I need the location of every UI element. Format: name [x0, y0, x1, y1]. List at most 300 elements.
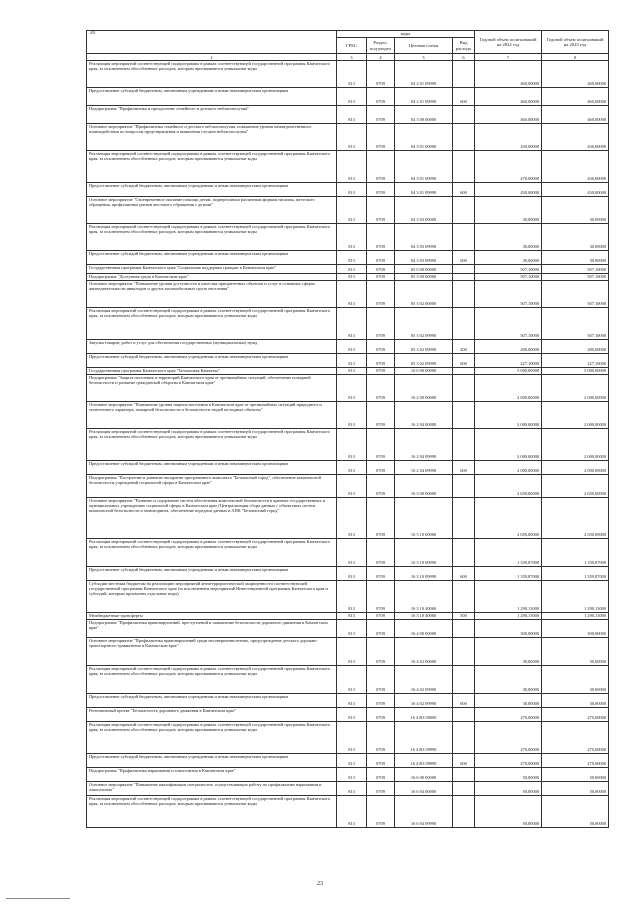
row-amount-2023-cell: 2 000,00000 [542, 375, 609, 402]
row-target-article-cell: 05 3 00 00000 [395, 274, 453, 281]
footer-rule [6, 898, 70, 899]
row-expense-type-cell [453, 106, 475, 124]
row-grbs-cell: 813 [337, 782, 367, 796]
row-expense-type-cell [453, 666, 475, 694]
row-grbs-cell: 813 [337, 274, 367, 281]
row-amount-2022-cell: 1 290,13000 [475, 581, 542, 613]
row-razdel-cell: 0709 [367, 539, 395, 567]
row-expense-type-cell [453, 197, 475, 224]
column-index: 4 [367, 54, 395, 61]
row-name-cell: Предоставление субсидий бюджетным, автономным учреждениям и иным некоммерческим организациям [87, 183, 337, 197]
row-razdel-cell: 0709 [367, 106, 395, 124]
row-razdel-cell: 0709 [367, 124, 395, 151]
row-expense-type-cell: 600 [453, 251, 475, 265]
row-razdel-cell: 0709 [367, 224, 395, 251]
row-amount-2022-cell: 50,00000 [475, 796, 542, 828]
row-amount-2023-cell: 5 000,00000 [542, 368, 609, 375]
table-body [87, 61, 609, 828]
header-target-article: Целевая статья [395, 38, 453, 54]
table-row [87, 754, 609, 768]
row-expense-type-cell [453, 281, 475, 308]
header-expense-type: Вид расхода [453, 38, 475, 54]
row-target-article-cell: 05 3 02 09990 [395, 340, 453, 354]
row-amount-2022-cell: 507,10000 [475, 308, 542, 340]
row-name-cell: Реализация мероприятий соответствующей подпрограммы в рамках соответствующей государственной программы Камчатского края, за исключением обособленных расходов, которым присваиваются уникальные коды [87, 722, 337, 754]
row-amount-2022-cell: 2 000,00000 [475, 375, 542, 402]
table-row [87, 694, 609, 708]
row-grbs-cell: 813 [337, 613, 367, 620]
row-amount-2023-cell: 30,00000 [542, 224, 609, 251]
row-expense-type-cell [453, 61, 475, 88]
row-grbs-cell: 813 [337, 340, 367, 354]
row-name-cell: Государственная программа Камчатского края "Социальная поддержка граждан в Камчатском крае" [87, 265, 337, 274]
row-name-cell: Подпрограмма "Профилактика и преодоление семейного и детского неблагополучия" [87, 106, 337, 124]
row-amount-2022-cell: 507,10000 [475, 274, 542, 281]
row-amount-2023-cell: 430,00000 [542, 124, 609, 151]
row-name-cell: Основное мероприятие "Профилактика семейного и детского неблагополучия, повышение уровня межведомственного взаимодействия по вопросам предотвращения и выявления случаев неблагополучия" [87, 124, 337, 151]
row-amount-2022-cell: 300,00000 [475, 620, 542, 638]
row-razdel-cell: 0709 [367, 340, 395, 354]
row-amount-2023-cell: 30,00000 [542, 694, 609, 708]
row-name-cell: Реализация мероприятий соответствующей подпрограммы в рамках соответствующей государственной программы Камчатского края, за исключением обособленных расходов, которым присваиваются уникальные коды [87, 539, 337, 567]
row-name-cell: Предоставление субсидий бюджетным, автономным учреждениям и иным некоммерческим организациям [87, 694, 337, 708]
row-target-article-cell: 04 3 03 09990 [395, 224, 453, 251]
row-amount-2023-cell: 280,00000 [542, 340, 609, 354]
row-amount-2023-cell: 430,00000 [542, 151, 609, 183]
row-grbs-cell: 813 [337, 768, 367, 782]
row-target-article-cell: 16 3 10 09990 [395, 567, 453, 581]
row-amount-2023-cell: 30,00000 [542, 666, 609, 694]
row-name-cell: Реализация мероприятий соответствующей подпрограммы в рамках соответствующей государственной программы Камчатского края, за исключением обособленных расходов, которым присваиваются уникальные коды [87, 429, 337, 461]
table-row [87, 106, 609, 124]
row-expense-type-cell [453, 581, 475, 613]
column-index: 6 [453, 54, 475, 61]
table-row [87, 274, 609, 281]
row-grbs-cell: 813 [337, 581, 367, 613]
row-grbs-cell: 813 [337, 694, 367, 708]
row-expense-type-cell [453, 475, 475, 498]
budget-table [86, 30, 609, 828]
row-amount-2022-cell: 227,10000 [475, 354, 542, 368]
row-amount-2023-cell: 30,00000 [542, 251, 609, 265]
row-name-cell: Основное мероприятие "Повышение квалификации специалистов, осуществляющих работу по профилактике наркомании и алкоголизма" [87, 782, 337, 796]
row-grbs-cell: 813 [337, 754, 367, 768]
table-row [87, 281, 609, 308]
table-row [87, 581, 609, 613]
row-amount-2023-cell: 507,10000 [542, 274, 609, 281]
row-razdel-cell: 0709 [367, 796, 395, 828]
row-name-cell: Подпрограмма "Построение и развитие аппаратно-программного комплекса "Безопасный город", обеспечение комплексной безопасности учреждений социальной сферы в Камчатском крае" [87, 475, 337, 498]
table-row [87, 124, 609, 151]
table-row [87, 620, 609, 638]
column-index: 8 [542, 54, 609, 61]
row-razdel-cell: 0709 [367, 354, 395, 368]
row-razdel-cell: 0709 [367, 694, 395, 708]
row-target-article-cell: 16 3 10 00000 [395, 498, 453, 539]
row-amount-2022-cell: 2 000,00000 [475, 402, 542, 429]
row-target-article-cell: 04 3 01 09990 [395, 183, 453, 197]
row-razdel-cell: 0709 [367, 429, 395, 461]
row-amount-2022-cell: 430,00000 [475, 183, 542, 197]
row-razdel-cell: 0709 [367, 581, 395, 613]
row-amount-2022-cell: 50,00000 [475, 782, 542, 796]
row-name-cell: Подпрограмма "Доступная среда в Камчатском крае" [87, 274, 337, 281]
row-razdel-cell: 0709 [367, 754, 395, 768]
table-row [87, 782, 609, 796]
row-target-article-cell: 05 0 00 00000 [395, 265, 453, 274]
row-name-cell: Предоставление субсидий бюджетным, автономным учреждениям и иным некоммерческим организациям [87, 354, 337, 368]
row-target-article-cell: 16 2 04 00000 [395, 402, 453, 429]
row-target-article-cell: 16 2 04 09990 [395, 429, 453, 461]
row-amount-2023-cell: 460,00000 [542, 106, 609, 124]
row-expense-type-cell [453, 498, 475, 539]
row-expense-type-cell: 500 [453, 613, 475, 620]
table-row [87, 151, 609, 183]
row-amount-2022-cell: 1 359,87000 [475, 539, 542, 567]
row-razdel-cell: 0709 [367, 368, 395, 375]
row-target-article-cell: 04 3 03 09990 [395, 251, 453, 265]
row-target-article-cell: 04 2 01 09990 [395, 61, 453, 88]
row-expense-type-cell: 600 [453, 694, 475, 708]
row-expense-type-cell [453, 708, 475, 722]
row-razdel-cell: 0709 [367, 768, 395, 782]
table-row [87, 88, 609, 106]
row-amount-2022-cell: 2 650,00000 [475, 498, 542, 539]
row-name-cell: Подпрограмма "Защита населения и территорий Камчатского края от чрезвычайных ситуаций, обеспечение пожарной безопасности и развитие гражданской обороны в Камчатском крае" [87, 375, 337, 402]
row-amount-2022-cell: 2 000,00000 [475, 429, 542, 461]
row-expense-type-cell [453, 782, 475, 796]
row-amount-2023-cell: 1 359,87000 [542, 567, 609, 581]
row-razdel-cell: 0709 [367, 183, 395, 197]
row-razdel-cell: 0709 [367, 375, 395, 402]
row-grbs-cell: 813 [337, 281, 367, 308]
row-amount-2022-cell: 1 290,13000 [475, 613, 542, 620]
table-row [87, 666, 609, 694]
row-target-article-cell: 16 6 00 00000 [395, 768, 453, 782]
row-expense-type-cell [453, 274, 475, 281]
row-amount-2023-cell: 50,00000 [542, 768, 609, 782]
row-expense-type-cell: 600 [453, 754, 475, 768]
row-grbs-cell: 813 [337, 638, 367, 666]
row-amount-2022-cell: 30,00000 [475, 251, 542, 265]
row-razdel-cell: 0709 [367, 620, 395, 638]
row-amount-2023-cell: 2 000,00000 [542, 402, 609, 429]
row-name-cell: Предоставление субсидий бюджетным, автономным учреждениям и иным некоммерческим организациям [87, 461, 337, 475]
row-expense-type-cell [453, 402, 475, 429]
row-amount-2023-cell: 300,00000 [542, 620, 609, 638]
row-grbs-cell: 813 [337, 567, 367, 581]
row-expense-type-cell [453, 722, 475, 754]
row-amount-2023-cell: 460,00000 [542, 88, 609, 106]
row-expense-type-cell [453, 375, 475, 402]
row-target-article-cell: 05 3 02 00000 [395, 281, 453, 308]
row-amount-2023-cell: 460,00000 [542, 61, 609, 88]
row-grbs-cell: 813 [337, 61, 367, 88]
row-grbs-cell: 813 [337, 475, 367, 498]
row-target-article-cell: 16 3 10 40060 [395, 581, 453, 613]
row-razdel-cell: 0709 [367, 666, 395, 694]
row-amount-2023-cell: 30,00000 [542, 197, 609, 224]
table-row [87, 251, 609, 265]
row-expense-type-cell [453, 151, 475, 183]
row-name-cell: Реализация мероприятий соответствующей подпрограммы в рамках соответствующей государственной программы Камчатского края, за исключением обособленных расходов, которым присваиваются уникальные коды [87, 666, 337, 694]
row-target-article-cell: 04 3 01 00000 [395, 124, 453, 151]
table-row [87, 308, 609, 340]
row-amount-2023-cell: 227,10000 [542, 354, 609, 368]
row-name-cell: Межбюджетные трансферты [87, 613, 337, 620]
row-name-cell: Реализация мероприятий соответствующей подпрограммы в рамках соответствующей государственной программы Камчатского края, за исключением обособленных расходов, которым присваиваются уникальные коды [87, 151, 337, 183]
row-grbs-cell: 813 [337, 461, 367, 475]
row-amount-2023-cell: 2 650,00000 [542, 498, 609, 539]
row-amount-2022-cell: 270,00000 [475, 708, 542, 722]
row-amount-2023-cell: 430,00000 [542, 183, 609, 197]
table-row [87, 183, 609, 197]
row-expense-type-cell [453, 539, 475, 567]
row-grbs-cell: 813 [337, 197, 367, 224]
row-expense-type-cell: 600 [453, 88, 475, 106]
row-amount-2022-cell: 430,00000 [475, 124, 542, 151]
row-target-article-cell: 16 4 00 00000 [395, 620, 453, 638]
row-name-cell: Региональный проект "Безопасность дорожного движения в Камчатском крае" [87, 708, 337, 722]
row-razdel-cell: 0709 [367, 567, 395, 581]
row-razdel-cell: 0709 [367, 782, 395, 796]
row-target-article-cell: 16 4 02 09990 [395, 666, 453, 694]
header-razdel: Раздел, под-раздел [367, 38, 395, 54]
row-expense-type-cell [453, 224, 475, 251]
row-name-cell: Предоставление субсидий бюджетным, автономным учреждениям и иным некоммерческим организациям [87, 88, 337, 106]
row-razdel-cell: 0709 [367, 708, 395, 722]
row-amount-2023-cell: 270,00000 [542, 708, 609, 722]
row-grbs-cell: 813 [337, 620, 367, 638]
row-name-cell: Основное мероприятие "Профилактика правонарушений среди несовершеннолетних, предупреждение детского дорожно-транспортного травматизма в Камчатском крае" [87, 638, 337, 666]
row-amount-2023-cell: 1 359,87000 [542, 539, 609, 567]
column-index: 2 [87, 54, 337, 61]
table-row [87, 461, 609, 475]
row-expense-type-cell [453, 308, 475, 340]
table-row [87, 722, 609, 754]
row-target-article-cell: 16 6 04 00000 [395, 782, 453, 796]
row-grbs-cell: 813 [337, 106, 367, 124]
table-row [87, 768, 609, 782]
row-name-cell: Предоставление субсидий бюджетным, автономным учреждениям и иным некоммерческим организациям [87, 754, 337, 768]
table-row [87, 796, 609, 828]
row-razdel-cell: 0709 [367, 402, 395, 429]
row-target-article-cell: 16 4 R3 09990 [395, 722, 453, 754]
row-target-article-cell: 05 3 02 09990 [395, 308, 453, 340]
row-expense-type-cell: 200 [453, 340, 475, 354]
row-amount-2022-cell: 507,10000 [475, 265, 542, 274]
row-grbs-cell: 813 [337, 796, 367, 828]
table-header [87, 31, 609, 61]
table-row [87, 429, 609, 461]
row-amount-2023-cell: 1 290,13000 [542, 613, 609, 620]
row-target-article-cell: 16 4 02 09990 [395, 694, 453, 708]
row-expense-type-cell [453, 368, 475, 375]
row-grbs-cell: 813 [337, 354, 367, 368]
row-razdel-cell: 0709 [367, 308, 395, 340]
row-amount-2022-cell: 30,00000 [475, 197, 542, 224]
header-grbs: ГРБС [337, 38, 367, 54]
table-row [87, 498, 609, 539]
header-codes-group: коды [337, 31, 475, 38]
column-index-row [87, 54, 609, 61]
row-grbs-cell: 813 [337, 265, 367, 274]
row-razdel-cell: 0709 [367, 461, 395, 475]
row-target-article-cell: 16 3 10 40060 [395, 613, 453, 620]
row-expense-type-cell [453, 638, 475, 666]
column-index: 7 [475, 54, 542, 61]
row-name-cell: Предоставление субсидий бюджетным, автономным учреждениям и иным некоммерческим организациям [87, 251, 337, 265]
row-grbs-cell: 813 [337, 151, 367, 183]
row-amount-2022-cell: 460,00000 [475, 106, 542, 124]
row-amount-2023-cell: 270,00000 [542, 722, 609, 754]
row-razdel-cell: 0709 [367, 722, 395, 754]
row-name-cell: Основное мероприятие "Повышение уровня защиты населения в Камчатском крае от чрезвычайных ситуаций природного и техногенного характера, пожарной безопасности и безопасности людей на водных объектах" [87, 402, 337, 429]
row-amount-2023-cell: 270,00000 [542, 754, 609, 768]
row-name-cell: Государственная программа Камчатского края "Безопасная Камчатка" [87, 368, 337, 375]
row-grbs-cell: 813 [337, 708, 367, 722]
row-expense-type-cell [453, 620, 475, 638]
row-razdel-cell: 0709 [367, 498, 395, 539]
table-row [87, 567, 609, 581]
row-amount-2022-cell: 270,00000 [475, 754, 542, 768]
row-name-cell: Основное мероприятие "Своевременное оказание помощи детям, подвергшимся различным формам насилия, жестокого обращения, профилактика рисков жестокого обращения с детьми" [87, 197, 337, 224]
row-amount-2022-cell: 460,00000 [475, 88, 542, 106]
row-target-article-cell: 16 2 00 00000 [395, 375, 453, 402]
row-target-article-cell: 16 0 00 00000 [395, 368, 453, 375]
table-row [87, 638, 609, 666]
row-amount-2023-cell: 2 650,00000 [542, 475, 609, 498]
row-razdel-cell: 0709 [367, 638, 395, 666]
table-row [87, 475, 609, 498]
row-expense-type-cell [453, 124, 475, 151]
row-expense-type-cell: 600 [453, 183, 475, 197]
row-amount-2023-cell: 50,00000 [542, 796, 609, 828]
row-grbs-cell: 813 [337, 498, 367, 539]
row-amount-2023-cell: 30,00000 [542, 638, 609, 666]
row-grbs-cell: 813 [337, 368, 367, 375]
row-target-article-cell: 16 4 R3 00000 [395, 708, 453, 722]
row-expense-type-cell [453, 429, 475, 461]
row-target-article-cell: 04 3 01 09990 [395, 151, 453, 183]
row-target-article-cell: 16 4 02 00000 [395, 638, 453, 666]
table-row [87, 224, 609, 251]
row-grbs-cell: 813 [337, 402, 367, 429]
table-row [87, 340, 609, 354]
row-target-article-cell: 16 2 04 09990 [395, 461, 453, 475]
table-row [87, 539, 609, 567]
row-amount-2023-cell: 2 000,00000 [542, 429, 609, 461]
row-amount-2022-cell: 30,00000 [475, 224, 542, 251]
row-amount-2023-cell: 507,10000 [542, 265, 609, 274]
row-grbs-cell: 813 [337, 88, 367, 106]
row-amount-2022-cell: 280,00000 [475, 340, 542, 354]
row-amount-2022-cell: 2 000,00000 [475, 461, 542, 475]
table-row [87, 613, 609, 620]
row-target-article-cell: 04 2 01 09990 [395, 88, 453, 106]
row-razdel-cell: 0709 [367, 251, 395, 265]
table-row [87, 375, 609, 402]
row-target-article-cell: 16 6 04 09990 [395, 796, 453, 828]
row-amount-2022-cell: 30,00000 [475, 666, 542, 694]
row-razdel-cell: 0709 [367, 61, 395, 88]
row-amount-2023-cell: 507,10000 [542, 308, 609, 340]
table-row [87, 402, 609, 429]
row-expense-type-cell: 600 [453, 461, 475, 475]
row-grbs-cell: 813 [337, 224, 367, 251]
row-grbs-cell: 813 [337, 183, 367, 197]
row-amount-2022-cell: 270,00000 [475, 722, 542, 754]
row-name-cell: Реализация мероприятий соответствующей подпрограммы в рамках соответствующей государственной программы Камчатского края, за исключением обособленных расходов, которым присваиваются уникальные коды [87, 61, 337, 88]
row-target-article-cell: 16 4 R3 09990 [395, 754, 453, 768]
row-expense-type-cell [453, 265, 475, 274]
row-razdel-cell: 0709 [367, 281, 395, 308]
row-razdel-cell: 0709 [367, 475, 395, 498]
row-amount-2022-cell: 30,00000 [475, 638, 542, 666]
row-name-cell: Подпрограмма "Профилактика наркомании и алкоголизма в Камчатском крае" [87, 768, 337, 782]
row-amount-2023-cell: 507,10000 [542, 281, 609, 308]
row-target-article-cell: 16 3 10 09990 [395, 539, 453, 567]
table-row [87, 708, 609, 722]
header-amount-2023: Годовой объем ассигнований на 2023 год [542, 31, 609, 54]
row-razdel-cell: 0709 [367, 274, 395, 281]
row-razdel-cell: 0709 [367, 265, 395, 274]
row-amount-2022-cell: 470,00000 [475, 151, 542, 183]
row-razdel-cell: 0709 [367, 613, 395, 620]
row-amount-2023-cell: 1 290,13000 [542, 581, 609, 613]
row-amount-2022-cell: 507,10000 [475, 281, 542, 308]
column-index: 3 [337, 54, 367, 61]
table-row [87, 197, 609, 224]
row-grbs-cell: 813 [337, 124, 367, 151]
row-target-article-cell: 04 3 03 00000 [395, 197, 453, 224]
page-number: 23 [317, 881, 323, 887]
table-row [87, 265, 609, 274]
table-row [87, 354, 609, 368]
row-amount-2023-cell: 50,00000 [542, 782, 609, 796]
row-amount-2023-cell: 2 000,00000 [542, 461, 609, 475]
row-name-cell: Реализация мероприятий соответствующей подпрограммы в рамках соответствующей государственной программы Камчатского края, за исключением обособленных расходов, которым присваиваются уникальные коды [87, 308, 337, 340]
header-row-number: 20 [87, 31, 337, 54]
row-grbs-cell: 813 [337, 666, 367, 694]
row-target-article-cell: 16 3 00 00000 [395, 475, 453, 498]
row-amount-2022-cell: 1 359,87000 [475, 567, 542, 581]
row-amount-2022-cell: 2 650,00000 [475, 475, 542, 498]
row-amount-2022-cell: 50,00000 [475, 768, 542, 782]
row-grbs-cell: 813 [337, 375, 367, 402]
budget-table-sheet [86, 30, 608, 828]
row-razdel-cell: 0709 [367, 151, 395, 183]
row-name-cell: Предоставление субсидий бюджетным, автономным учреждениям и иным некоммерческим организациям [87, 567, 337, 581]
row-name-cell: Реализация мероприятий соответствующей подпрограммы в рамках соответствующей государственной программы Камчатского края, за исключением обособленных расходов, которым присваиваются уникальные коды [87, 224, 337, 251]
row-grbs-cell: 813 [337, 722, 367, 754]
table-row [87, 61, 609, 88]
row-name-cell: Реализация мероприятий соответствующей подпрограммы в рамках соответствующей государственной программы Камчатского края, за исключением обособленных расходов, которым присваиваются уникальные коды [87, 796, 337, 828]
row-grbs-cell: 813 [337, 539, 367, 567]
row-name-cell: Основное мероприятие "Развитие и содержание систем обеспечения комплексной безопасности в краевых государственных и муниципальных учреждениях социальной сферы в Камчатском крае (Централизация сбора данных с объектовых систем комплексной безопасности и мониторинга, обеспечение передачи данных в АПК "Безопасный город" [87, 498, 337, 539]
row-name-cell: Субсидии местным бюджетам на реализацию мероприятий антитеррористической защищенности соответствующей государственной программы Камчатского края (за исключением мероприятий Инвестиционной программы Камчатского края и субсидий, которым присвоены отдельные коды) [87, 581, 337, 613]
row-grbs-cell: 813 [337, 429, 367, 461]
row-name-cell: Подпрограмма "Профилактика правонарушений, преступлений и повышение безопасности дорожного движения в Камчатском крае" [87, 620, 337, 638]
row-grbs-cell: 813 [337, 251, 367, 265]
row-name-cell: Основное мероприятие "Повышение уровня доступности и качества приоритетных объектов и услуг в основных сферах жизнедеятельности инвалидов и других маломобильных групп населения" [87, 281, 337, 308]
row-amount-2022-cell: 5 000,00000 [475, 368, 542, 375]
header-amount-2022: Годовой объем ассигнований на 2022 год [475, 31, 542, 54]
column-index: 5 [395, 54, 453, 61]
row-expense-type-cell [453, 768, 475, 782]
row-target-article-cell: 05 3 02 09990 [395, 354, 453, 368]
row-name-cell: Закупка товаров, работ и услуг для обеспечения государственных (муниципальных) нужд [87, 340, 337, 354]
